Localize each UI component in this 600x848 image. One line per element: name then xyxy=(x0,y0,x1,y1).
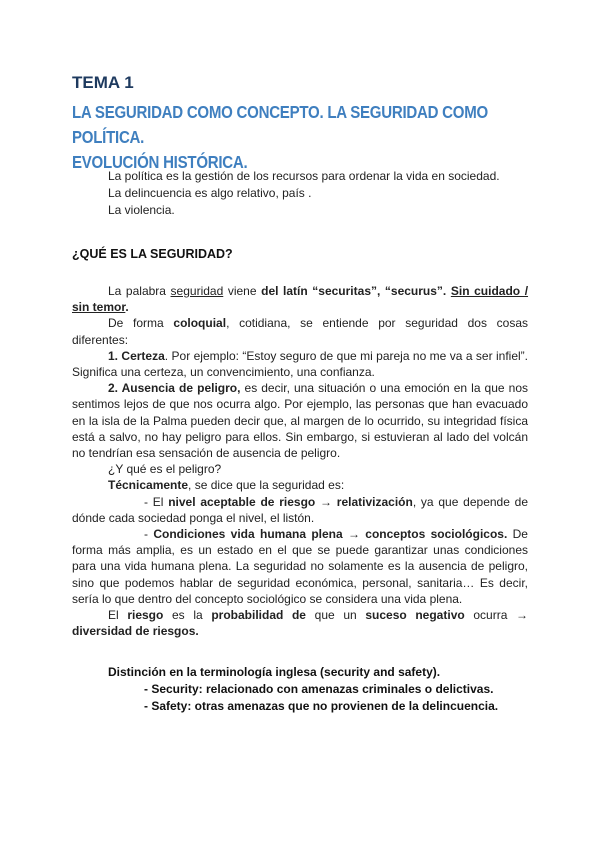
intro-block xyxy=(108,168,500,219)
intro-line: La delincuencia es algo relativo, país . xyxy=(108,186,312,200)
chapter-label: TEMA 1 xyxy=(72,73,134,92)
paragraph-ausencia-peligro: 2. Ausencia de peligro, es decir, una situación o una emoción en la que nos sentimos lejos de que nos ocurra algo. Por ejemplo, las personas que han evacuado en la isla de la Palma pueden decir que, al margen de lo ocurrido, su integridad física está a salvo, no hay peligro para ellos. Sin embargo, si estuvieran al lado del volcán no tendrían esa sensación de ausencia de peligro. xyxy=(72,381,528,461)
chapter-title-line: EVOLUCIÓN HISTÓRICA. xyxy=(72,152,248,172)
paragraph-tecnicamente: Técnicamente, se dice que la seguridad es: xyxy=(108,478,345,493)
chapter-title-line: LA SEGURIDAD COMO CONCEPTO. LA SEGURIDAD COMO POLÍTICA. xyxy=(72,102,488,147)
paragraph-certeza: 1. Certeza. Por ejemplo: “Estoy seguro de que mi pareja no me va a ser infiel”. Significa una certeza, un convencimiento, una confianza. xyxy=(72,348,528,380)
chapter-title xyxy=(72,100,541,175)
paragraph-riesgo: El riesgo es la probabilidad de que un suceso negativo ocurra → diversidad de riesgos. xyxy=(72,608,529,639)
paragraph-etymology: La palabra seguridad viene del latín “securitas”, “securus”. Sin cuidado / sin temor. xyxy=(72,284,529,315)
section-heading: ¿QUÉ ES LA SEGURIDAD? xyxy=(72,247,233,261)
list-item-condiciones: - Condiciones vida humana plena → conceptos sociológicos. De forma más amplia, es un estado en el que se puede garantizar unas condiciones para una vida humana plena. La seguridad no solamente es la ausencia de peligro, sino que podemos hablar de seguridad económica, personal, sanitaria… Es decir, sería lo que dentro del concepto sociológico se considera una vida plena. xyxy=(72,527,528,606)
paragraph-colloquial: De forma coloquial, cotidiana, se entiende por seguridad dos cosas diferentes: xyxy=(72,316,528,347)
intro-line: La violencia. xyxy=(108,203,175,217)
distinction-item-safety: - Safety: otras amenazas que no provienen de la delincuencia. xyxy=(144,699,499,713)
distinction-item-security: - Security: relacionado con amenazas criminales o delictivas. xyxy=(144,682,494,696)
distinction-title: Distinción en la terminología inglesa (security and safety). xyxy=(108,665,441,679)
section-body xyxy=(72,283,528,639)
distinction-block xyxy=(108,664,498,715)
list-item-riesgo: - El nivel aceptable de riesgo → relativización, ya que depende de dónde cada sociedad ponga el nivel, el listón. xyxy=(72,494,529,525)
paragraph-question: ¿Y qué es el peligro? xyxy=(108,462,222,477)
intro-line: La política es la gestión de los recursos para ordenar la vida en sociedad. xyxy=(108,169,500,183)
